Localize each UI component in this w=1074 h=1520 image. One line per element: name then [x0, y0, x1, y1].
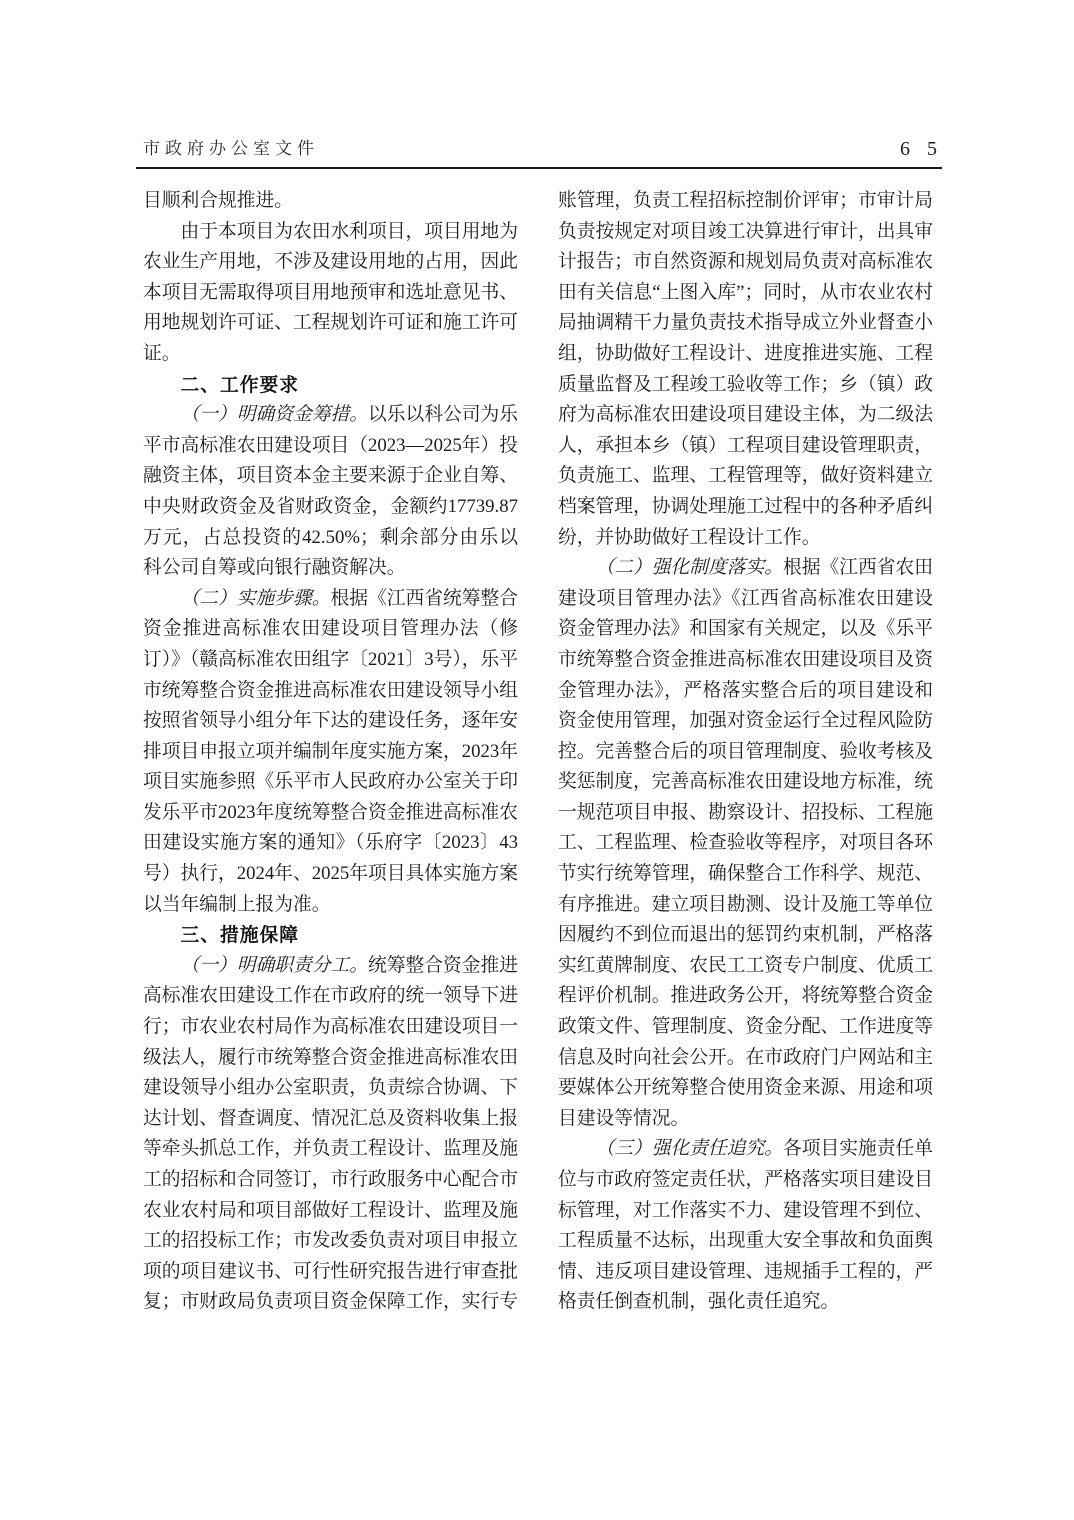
section-heading: 二、工作要求	[180, 373, 299, 395]
paragraph-lead: （一）明确职责分工。	[180, 954, 368, 976]
paragraph-lead: （二）实施步骤。	[180, 587, 331, 609]
paragraph: 账管理，负责工程招标控制价评审；市审计局负责按规定对项目竣工决算进行审计，出具审计报告；市自然资源和规划局负责对高标准农田有关信息“上图入库”；同时，从市农业农村局抽调精干力量负责技术指导成立外业督查小组，协助做好工程设计、进度推进实施、工程质量监督及工程竣工验收等工作；乡（镇）政府为高标准农田建设项目建设主体，为二级法人，承担本乡（镇）工程项目建设管理职责，负责施工、监理、工程管理等，做好资料建立档案管理，协调处理施工过程中的各种矛盾纠纷，并协助做好工程设计工作。	[558, 190, 933, 548]
paragraph: 由于本项目为农田水利项目，项目用地为农业生产用地，不涉及建设用地的占用，因此本项目无需取得项目用地预审和选址意见书、用地规划许可证、工程规划许可证和施工许可证。	[143, 220, 518, 364]
paragraph: （二）实施步骤。根据《江西省统筹整合资金推进高标准农田建设项目管理办法（修订）》（赣高标准农田组字〔2021〕3号），乐平市统筹整合资金推进高标准农田建设领导小组按照省领导小组分年下达的建设任务，逐年安排项目申报立项并编制年度实施方案，2023年项目实施参照《乐平市人民政府办公室关于印发乐平市2023年度统筹整合资金推进高标准农田建设实施方案的通知》（乐府字〔2023〕43号）执行，2024年、2025年项目具体实施方案以当年编制上报为准。	[143, 587, 518, 915]
paragraph-lead: （三）强化责任追究。	[595, 1138, 783, 1160]
header-rule	[136, 167, 942, 169]
column-left	[143, 186, 518, 1318]
header-title: 市政府办公室文件	[143, 139, 319, 158]
column-right	[558, 186, 933, 1318]
page-number: 6 5	[900, 138, 943, 160]
paragraph: （三）强化责任追究。各项目实施责任单位与市政府签定责任状，严格落实项目建设目标管理，对工作落实不力、建设管理不到位、工程质量不达标，出现重大安全事故和负面舆情、违反项目建设管理、违规插手工程的，严格责任倒查机制，强化责任追究。	[558, 1138, 933, 1313]
paragraph: （一）明确职责分工。统筹整合资金推进高标准农田建设工作在市政府的统一领导下进行；市农业农村局作为高标准农田建设项目一级法人，履行市统筹整合资金推进高标准农田建设领导小组办公室职责，负责综合协调、下达计划、督查调度、情况汇总及资料收集上报等牵头抓总工作，并负责工程设计、监理及施工的招标和合同签订，市行政服务中心配合市农业农村局和项目部做好工程设计、监理及施工的招投标工作；市发改委负责对项目申报立项的项目建议书、可行性研究报告进行审查批复；市财政局负责项目资金保障工作，实行专	[143, 954, 518, 1313]
paragraph: 目顺利合规推进。	[143, 190, 293, 211]
paragraph: （二）强化制度落实。根据《江西省农田建设项目管理办法》《江西省高标准农田建设资金管理办法》和国家有关规定，以及《乐平市统筹整合资金推进高标准农田建设项目及资金管理办法》，严格落实整合后的项目建设和资金使用管理，加强对资金运行全过程风险防控。完善整合后的项目管理制度、验收考核及奖惩制度，完善高标准农田建设地方标准，统一规范项目申报、勘察设计、招投标、工程施工、工程监理、检查验收等程序，对项目各环节实行统筹管理，确保整合工作科学、规范、有序推进。建立项目勘测、设计及施工等单位因履约不到位而退出的惩罚约束机制，严格落实红黄牌制度、农民工工资专户制度、优质工程评价机制。推进政务公开，将统筹整合资金政策文件、管理制度、资金分配、工作进度等信息及时向社会公开。在市政府门户网站和主要媒体公开统筹整合使用资金来源、用途和项目建设等情况。	[558, 557, 933, 1129]
paragraph-lead: （一）明确资金筹措。	[180, 404, 368, 426]
paragraph-lead: （二）强化制度落实。	[595, 557, 783, 579]
paragraph: （一）明确资金筹措。以乐以科公司为乐平市高标准农田建设项目（2023—2025年）投融资主体，项目资本金主要来源于企业自筹、中央财政资金及省财政资金，金额约17739.87万元，占总投资的42.50%；剩余部分由乐以科公司自筹或向银行融资解决。	[143, 404, 518, 579]
section-heading: 三、措施保障	[180, 924, 299, 946]
